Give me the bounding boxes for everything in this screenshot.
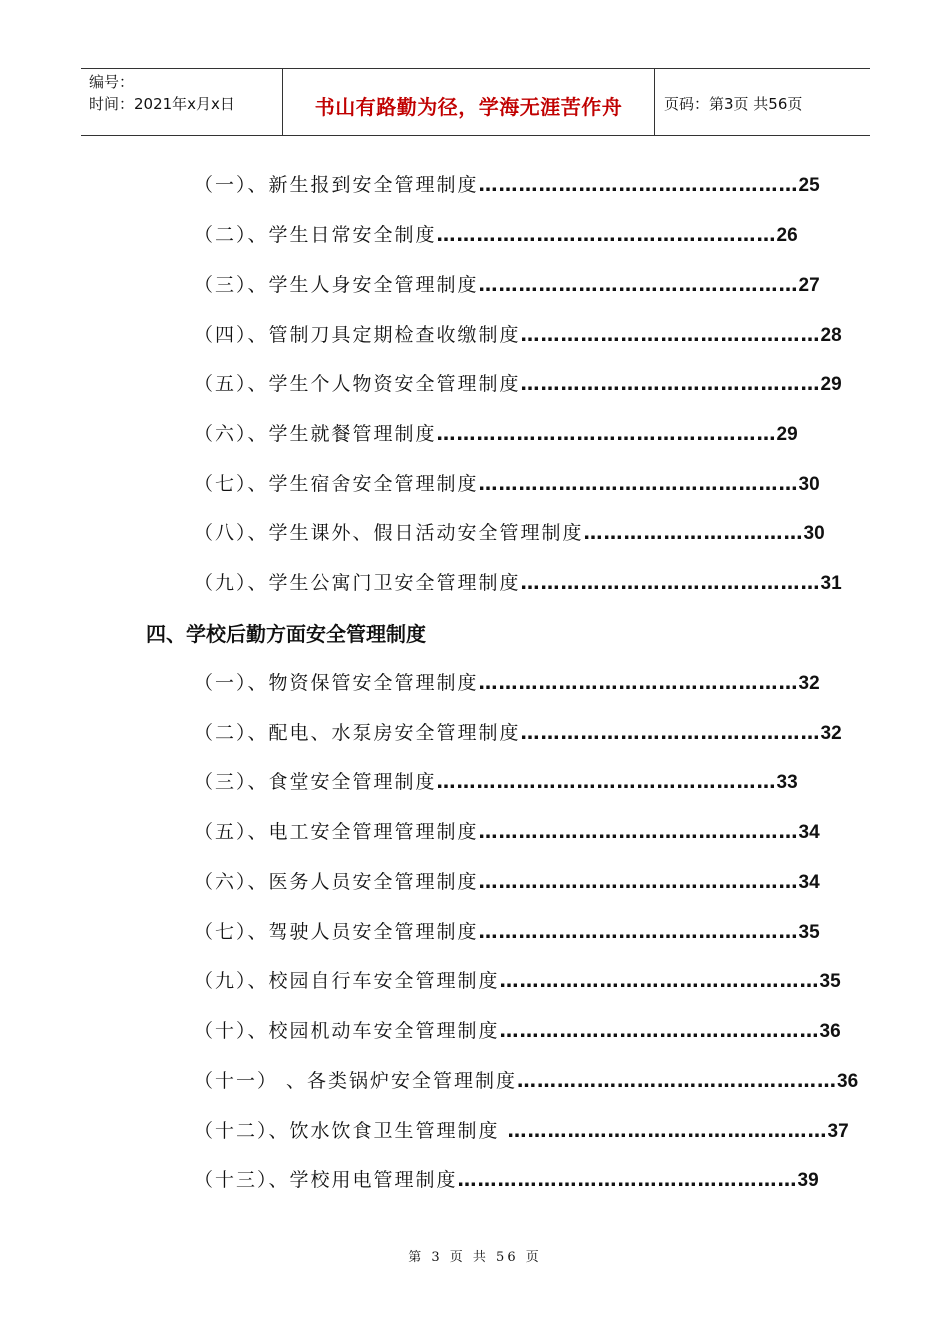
toc-entry-label: （八）、学生课外、假日活动安全管理制度	[194, 522, 584, 544]
toc-leader-dots: ……………………………………………	[436, 224, 777, 246]
toc-page-number: 31	[820, 573, 842, 594]
header-meta	[89, 71, 284, 115]
toc-entry	[194, 917, 820, 947]
toc-entry	[194, 419, 798, 449]
toc-entry	[194, 1116, 849, 1146]
toc-leader-dots: …………………………………………	[478, 921, 799, 943]
toc-leader-dots: …………………………………………	[478, 274, 799, 296]
toc-leader-dots: ……………………………………………	[457, 1169, 798, 1191]
toc-page-number: 36	[837, 1071, 859, 1092]
toc-entry	[194, 320, 842, 350]
toc-entry	[194, 966, 841, 996]
header-page-info: 页码：第3页 共56页	[664, 95, 803, 113]
serial-label: 编号：	[89, 73, 135, 91]
toc-leader-dots: …………………………………………	[499, 970, 820, 992]
toc-entry	[194, 1066, 858, 1096]
toc-leader-dots: …………………………………………	[478, 473, 799, 495]
toc-entry	[194, 369, 842, 399]
toc-page-number: 35	[798, 922, 820, 943]
toc-page-number: 36	[819, 1021, 841, 1042]
toc-leader-dots: ………………………………………	[520, 373, 821, 395]
toc-page-number: 32	[820, 723, 842, 744]
toc-entry-label: （二）、配电、水泵房安全管理制度	[194, 722, 521, 744]
toc-entry-label: （九）、学生公寓门卫安全管理制度	[194, 572, 521, 594]
toc-leader-dots: …………………………………………	[478, 821, 799, 843]
toc-leader-dots: …………………………………………	[499, 1020, 820, 1042]
toc-page-number: 33	[776, 772, 798, 793]
header-divider	[654, 69, 655, 135]
toc-entry-label: （七）、驾驶人员安全管理制度	[194, 921, 479, 943]
toc-entry	[194, 469, 820, 499]
page-footer: 第 3 页 共 56 页	[408, 1250, 542, 1265]
toc-page-number: 35	[819, 971, 841, 992]
toc-entry-label: （五）、电工安全管理管理制度	[194, 821, 479, 843]
toc-entry-label: （五）、学生个人物资安全管理制度	[194, 373, 521, 395]
section-heading: 四、学校后勤方面安全管理制度	[146, 622, 426, 646]
toc-entry	[194, 668, 820, 698]
toc-entry-label: （六）、学生就餐管理制度	[194, 423, 437, 445]
toc-entry	[194, 817, 820, 847]
toc-leader-dots: ………………………………………	[520, 324, 821, 346]
toc-page-number: 30	[798, 474, 820, 495]
toc-entry-label: （六）、医务人员安全管理制度	[194, 871, 479, 893]
toc-leader-dots: ……………………………	[583, 522, 804, 544]
toc-page-number: 29	[820, 374, 842, 395]
toc-entry	[194, 518, 825, 548]
toc-page-number: 29	[776, 424, 798, 445]
toc-entry	[194, 867, 820, 897]
toc-page-number: 34	[798, 822, 820, 843]
toc-leader-dots: ………………………………………	[520, 722, 821, 744]
toc-entry	[194, 220, 798, 250]
toc-page-number: 34	[798, 872, 820, 893]
toc-entry	[194, 718, 842, 748]
toc-page-number: 30	[803, 523, 825, 544]
toc-entry-label: （十二）、饮水饮食卫生管理制度	[194, 1120, 508, 1142]
toc-entry-label: （一）、新生报到安全管理制度	[194, 174, 479, 196]
toc-entry-label: （七）、学生宿舍安全管理制度	[194, 473, 479, 495]
toc-leader-dots: …………………………………………	[507, 1120, 828, 1142]
toc-page-number: 28	[820, 325, 842, 346]
toc-leader-dots: …………………………………………	[478, 174, 799, 196]
toc-entry	[194, 170, 820, 200]
toc-leader-dots: …………………………………………	[478, 672, 799, 694]
toc-entry-label: （一）、物资保管安全管理制度	[194, 672, 479, 694]
page-header	[81, 68, 870, 136]
toc-leader-dots: ………………………………………	[520, 572, 821, 594]
toc-entry	[194, 270, 820, 300]
toc-page-number: 27	[798, 275, 820, 296]
toc-entry	[194, 1016, 841, 1046]
toc-entry-label: （十三）、学校用电管理制度	[194, 1169, 458, 1191]
toc-entry-label: （十一） 、各类锅炉安全管理制度	[194, 1070, 518, 1092]
header-motto: 书山有路勤为径，学海无涯苦作舟	[314, 95, 623, 119]
time-label: 时间：2021年x月x日	[89, 95, 235, 113]
toc-page-number: 32	[798, 673, 820, 694]
toc-page-number: 25	[798, 175, 820, 196]
toc-page-number: 26	[776, 225, 798, 246]
toc-page-number: 37	[827, 1121, 849, 1142]
toc-entry-label: （二）、学生日常安全制度	[194, 224, 437, 246]
toc-leader-dots: …………………………………………	[478, 871, 799, 893]
toc-entry	[194, 1165, 819, 1195]
toc-entry-label: （三）、食堂安全管理制度	[194, 771, 437, 793]
toc-entry	[194, 568, 842, 598]
toc-page-number: 39	[797, 1170, 819, 1191]
toc-leader-dots: ……………………………………………	[436, 771, 777, 793]
toc-entry-label: （三）、学生人身安全管理制度	[194, 274, 479, 296]
toc-entry-label: （九）、校园自行车安全管理制度	[194, 970, 500, 992]
toc-leader-dots: …………………………………………	[517, 1070, 838, 1092]
toc-entry	[194, 767, 798, 797]
toc-entry-label: （四）、管制刀具定期检查收缴制度	[194, 324, 521, 346]
toc-leader-dots: ……………………………………………	[436, 423, 777, 445]
toc-entry-label: （十）、校园机动车安全管理制度	[194, 1020, 500, 1042]
